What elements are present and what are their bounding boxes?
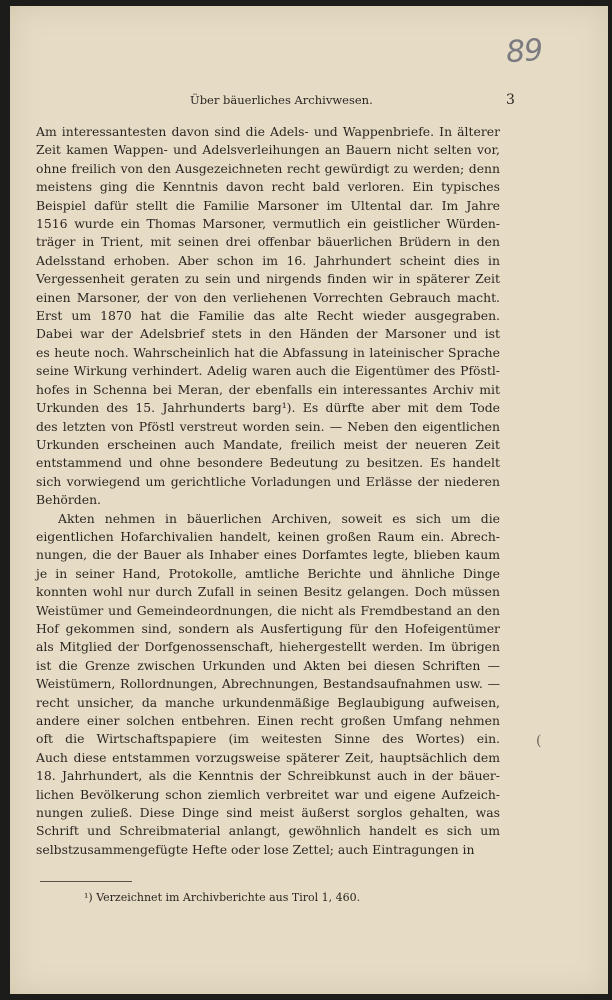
text-line: Urkunden erscheinen auch Mandate, freilich meist der neueren Zeit [36, 436, 500, 452]
text-line: es heute noch. Wahrscheinlich hat die Abfassung in lateinischer Sprache [36, 344, 500, 360]
text-line: je in seiner Hand, Protokolle, amtliche Berichte und ähnliche Dinge [36, 565, 500, 581]
text-line: ohne freilich von den Ausgezeichneten recht gewürdigt zu werden; denn [36, 160, 500, 176]
text-line: meistens ging die Kenntnis davon recht bald verloren. Ein typisches [36, 179, 500, 195]
text-line: konnten wohl nur durch Zufall in seinen Besitz gelangen. Doch müssen [36, 584, 500, 600]
text-line: seine Wirkung verhindert. Adelig waren auch die Eigentümer des Pföstl- [36, 363, 500, 379]
text-line: andere einer solchen entbehren. Einen recht großen Umfang nehmen [36, 713, 500, 728]
text-line: entstammend und ohne besondere Bedeutung zu besitzen. Es handelt [36, 455, 500, 471]
running-title: Über bäuerliches Archivwesen. [190, 93, 373, 107]
text-line: Schrift und Schreibmaterial anlangt, gewöhnlich handelt es sich um [36, 823, 500, 839]
paragraph [36, 123, 500, 510]
text-line: Hof gekommen sind, sondern als Ausfertigung für den Hofeigentümer [36, 620, 500, 636]
text-line: Zeit kamen Wappen- und Adelsverleihungen an Bauern nicht selten vor, [36, 142, 500, 158]
text-line: nungen, die der Bauer als Inhaber eines Dorfamtes legte, blieben kaum [36, 547, 500, 563]
text-line: recht unsicher, da manche urkundenmäßige Beglaubigung aufweisen, [36, 694, 500, 710]
text-line: hofes in Schenna bei Meran, der ebenfalls ein interessantes Archiv mit [36, 381, 500, 397]
text-line: Erst um 1870 hat die Familie das alte Recht wieder ausgegraben. [36, 308, 500, 324]
footnote: ¹) Verzeichnet im Archivberichte aus Tirol 1, 460. [84, 891, 361, 904]
text-line: eigentlichen Hofarchivalien handelt, keinen großen Raum ein. Abrech- [36, 528, 500, 544]
text-line: 1516 wurde ein Thomas Marsoner, vermutlich ein geistlicher Würden- [36, 216, 500, 232]
text-line: sich vorwiegend um gerichtliche Vorladungen und Erlässe der niederen [36, 473, 500, 489]
handwritten-folio-number: 89 [504, 32, 544, 71]
text-line: Auch diese entstammen vorzugsweise späterer Zeit, hauptsächlich dem [36, 749, 500, 765]
text-line: Weistümer und Gemeindeordnungen, die nicht als Fremdbestand an den [36, 602, 500, 618]
text-line: Dabei war der Adelsbrief stets in den Händen der Marsoner und ist [36, 326, 500, 342]
text-line: als Mitglied der Dorfgenossenschaft, hiehergestellt werden. Im übrigen [36, 639, 500, 655]
text-line: Urkunden des 15. Jahrhunderts barg¹). Es dürfte aber mit dem Tode [36, 400, 500, 416]
text-line: nungen zuließ. Diese Dinge sind meist äußerst sorglos gehalten, was [36, 805, 500, 821]
text-line: oft die Wirtschaftspapiere (im weitesten Sinne des Wortes) ein. [36, 731, 500, 747]
book-page [10, 6, 608, 994]
text-line: Vergessenheit geraten zu sein und nirgends finden wir in späterer Zeit [36, 271, 500, 287]
margin-pencil-mark: ( [536, 733, 542, 749]
paragraph [36, 510, 500, 860]
text-line: Adelsstand erhoben. Aber schon im 16. Jahrhundert scheint dies in [36, 252, 500, 268]
text-line: lichen Bevölkerung schon ziemlich verbreitet war und eigene Aufzeich- [36, 786, 500, 802]
text-line: Weistümern, Rollordnungen, Abrechnungen, Bestandsaufnahmen usw. — [36, 676, 500, 692]
footnote-divider [40, 881, 132, 882]
text-line: träger in Trient, mit seinen drei offenbar bäuerlichen Brüdern in den [36, 234, 500, 250]
text-line: Am interessantesten davon sind die Adels- und Wappenbriefe. In älterer [36, 124, 500, 139]
text-line: 18. Jahrhundert, als die Kenntnis der Schreibkunst auch in der bäuer- [36, 768, 500, 784]
text-line: Beispiel dafür stellt die Familie Marsoner im Ultental dar. Im Jahre [36, 197, 500, 213]
text-line: ist die Grenze zwischen Urkunden und Akten bei diesen Schriften — [36, 657, 500, 673]
text-line: einen Marsoner, der von den verliehenen Vorrechten Gebrauch macht. [36, 289, 500, 305]
page-number: 3 [506, 92, 515, 108]
text-line: Behörden. [36, 492, 101, 508]
body-text [36, 123, 500, 859]
text-line: des letzten von Pföstl verstreut worden sein. — Neben den eigentlichen [36, 418, 500, 434]
text-line: selbstzusammengefügte Hefte oder lose Zettel; auch Eintragungen in [36, 841, 475, 857]
text-line: Akten nehmen in bäuerlichen Archiven, soweit es sich um die [58, 510, 500, 526]
